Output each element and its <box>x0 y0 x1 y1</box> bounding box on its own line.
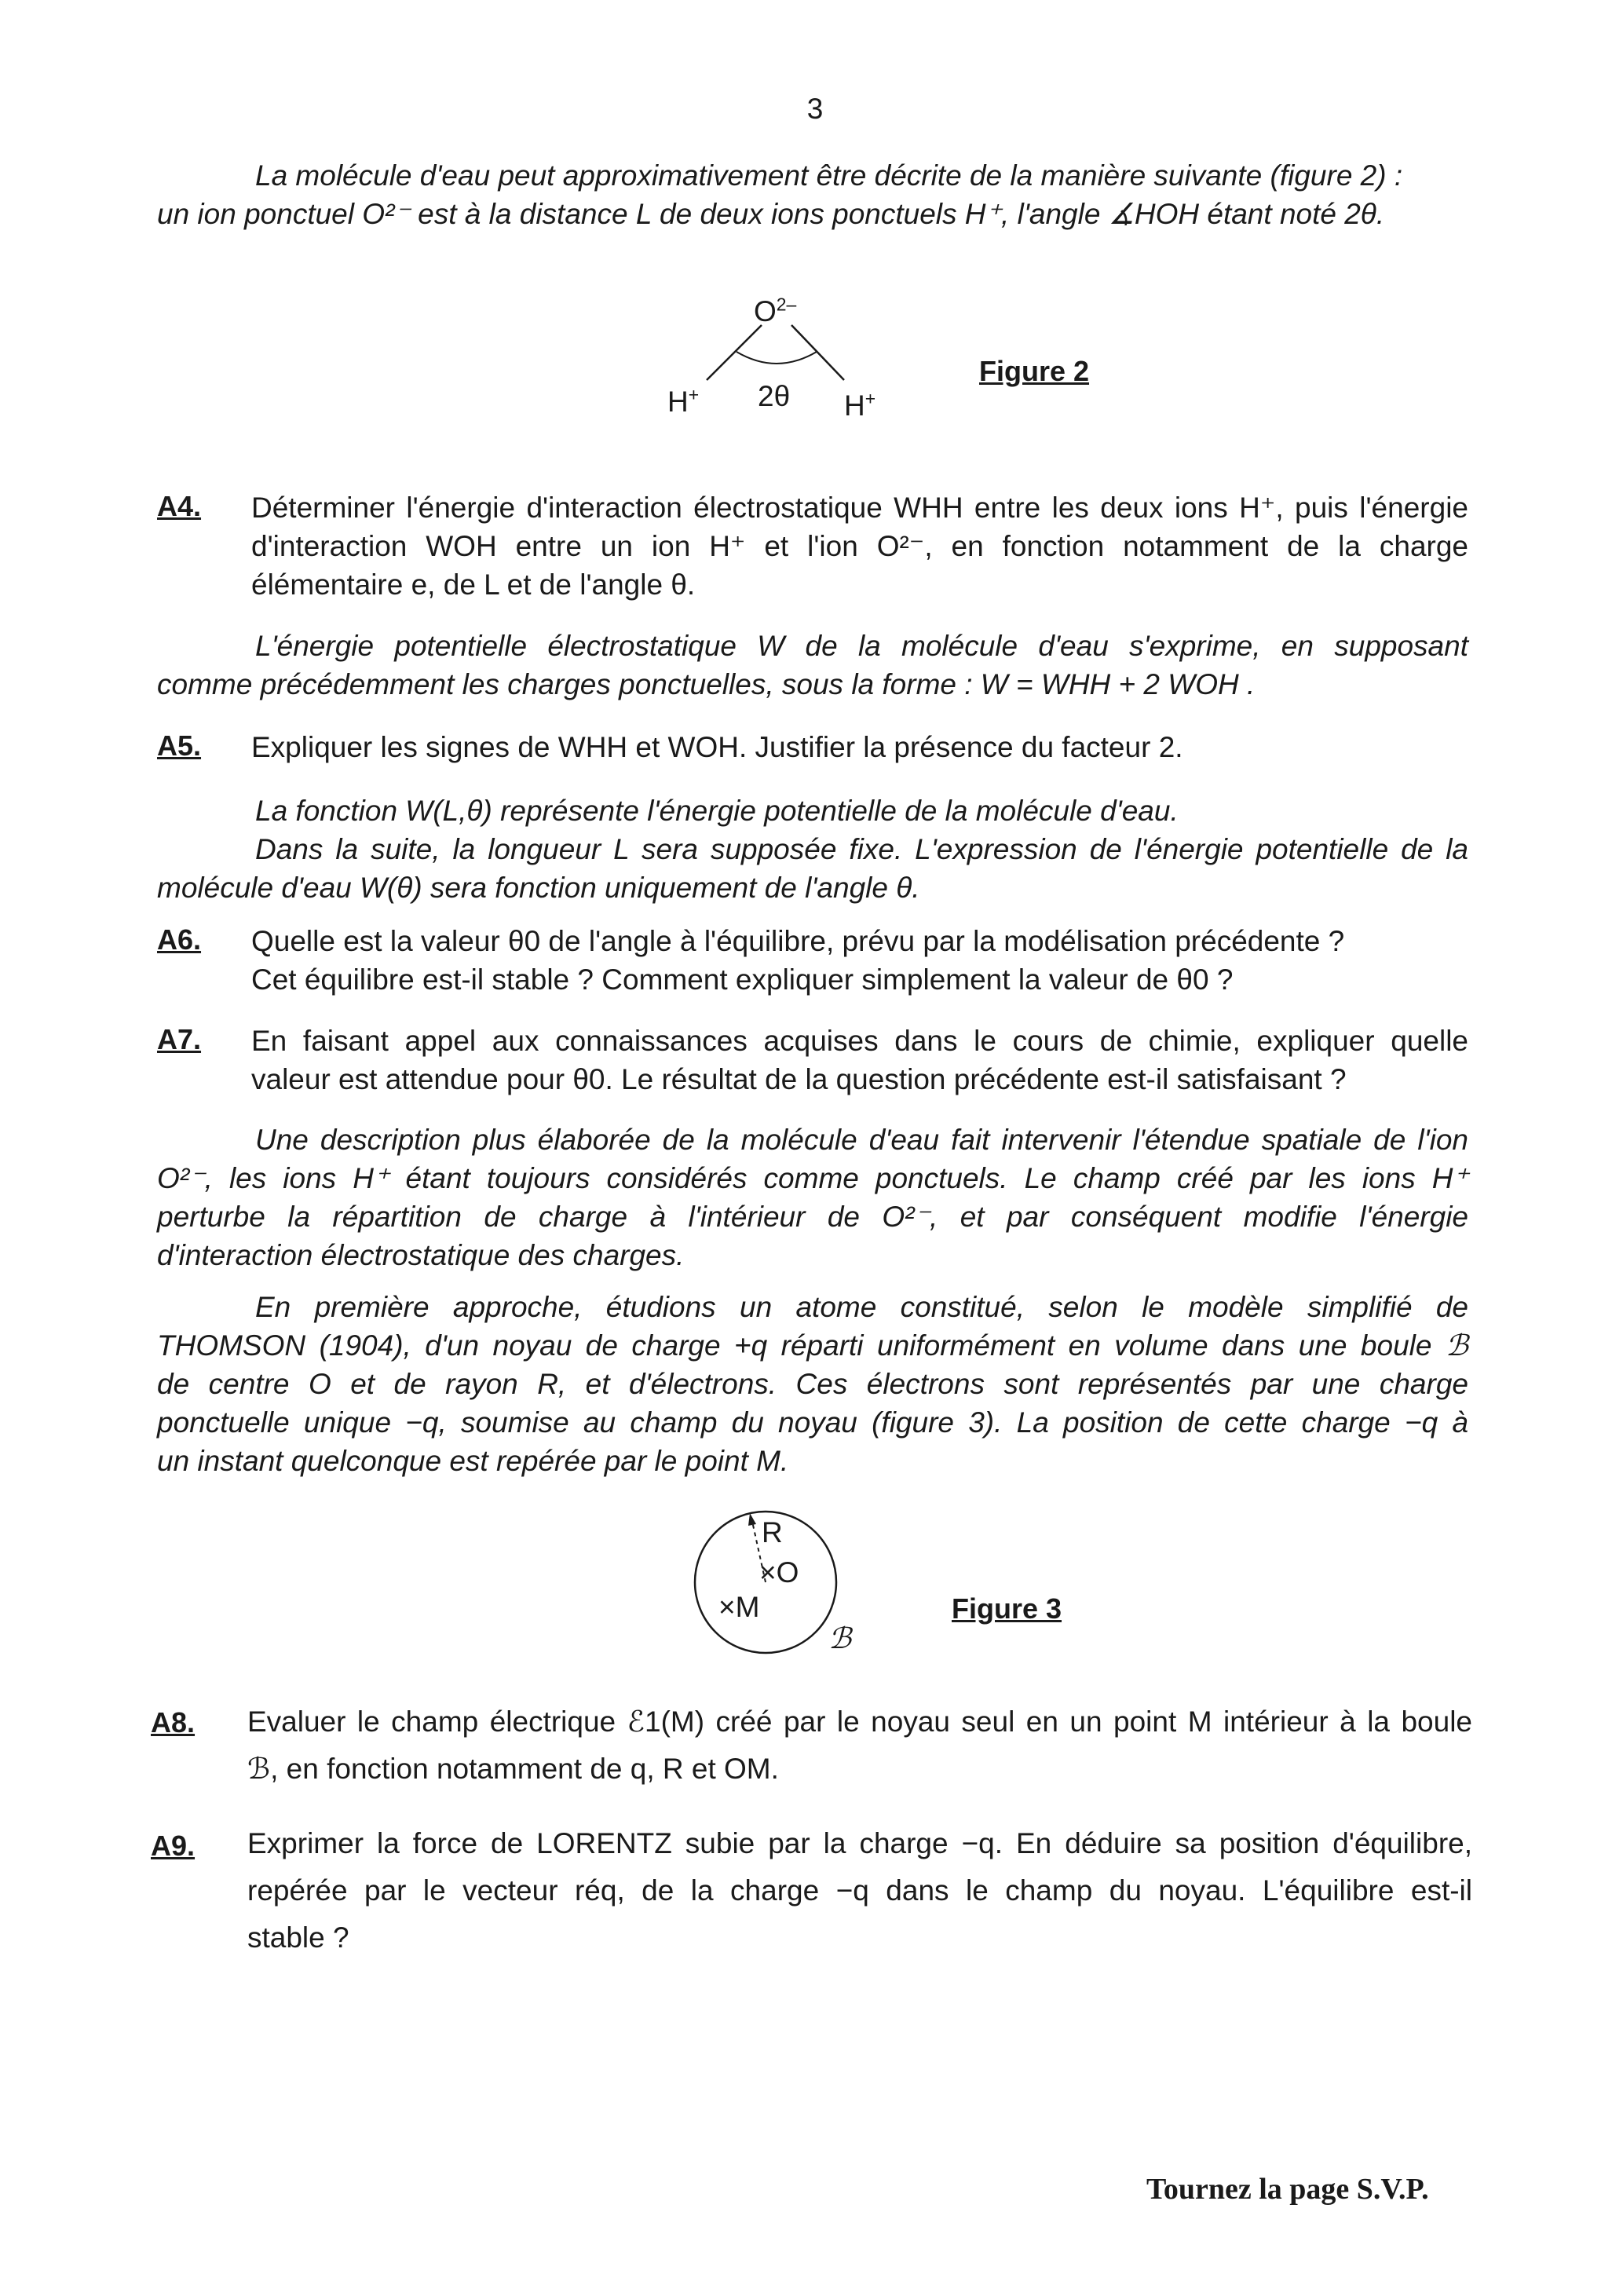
a4-line1: Déterminer l'énergie d'interaction électrostatique WHH entre les deux ions H⁺, puis l'énergie <box>251 492 1468 524</box>
thomson-line3: de centre O et de rayon R, et d'électrons. Ces électrons sont représentés par une charge <box>157 1368 1468 1400</box>
center-label: ×O <box>759 1556 799 1589</box>
figure2-label: Figure 2 <box>979 355 1090 387</box>
a9-line3: stable ? <box>247 1921 349 1954</box>
thomson-paragraph <box>157 1288 1468 1480</box>
energy-paragraph <box>157 627 1468 704</box>
a7-line2: valeur est attendue pour θ0. Le résultat de la question précédente est-il satisfaisant ? <box>251 1063 1347 1095</box>
a6-line1: Quelle est la valeur θ0 de l'angle à l'équilibre, prévu par la modélisation précédente ? <box>251 925 1345 957</box>
intro-line1: La molécule d'eau peut approximativement être décrite de la manière suivante (figure 2) : <box>255 159 1403 192</box>
a7-line1: En faisant appel aux connaissances acquises dans le cours de chimie, expliquer quelle <box>251 1025 1468 1057</box>
bond-right <box>791 325 844 380</box>
question-a4-label: A4. <box>157 490 202 522</box>
hydrogen-atom-left: H+ <box>667 384 700 418</box>
description-line4: d'interaction électrostatique des charges. <box>157 1239 685 1271</box>
description-paragraph <box>157 1121 1468 1274</box>
oxygen-atom: $O^{2-}$ <box>754 294 797 327</box>
angle-label: 2θ <box>758 380 791 412</box>
energy-line2: comme précédemment les charges ponctuelles, sous la forme : W = WHH + 2 WOH . <box>157 668 1256 700</box>
a4-line3: élémentaire e, de L et de l'angle θ. <box>251 569 696 601</box>
intro-paragraph <box>157 156 1468 233</box>
thomson-line5: un instant quelconque est repérée par le point M. <box>157 1445 789 1477</box>
thomson-line1: En première approche, étudions un atome constitué, selon le modèle simplifié de <box>255 1291 1468 1323</box>
point-m-label: ×M <box>718 1591 760 1623</box>
page-footer: Tournez la page S.V.P. <box>1146 2173 1429 2206</box>
question-a5-label: A5. <box>157 729 202 762</box>
hydrogen-atom-right: H+ <box>844 388 876 422</box>
question-a8-label: A8. <box>151 1706 196 1738</box>
description-line2: O²⁻, les ions H⁺ étant toujours considérés comme ponctuels. Le champ créé par les ions H⁺ <box>157 1162 1468 1194</box>
description-line1: Une description plus élaborée de la molécule d'eau fait intervenir l'étendue spatiale de l'ion <box>255 1124 1468 1156</box>
a6-line2: Cet équilibre est-il stable ? Comment expliquer simplement la valeur de θ0 ? <box>251 963 1234 996</box>
a4-line2: d'interaction WOH entre un ion H⁺ et l'ion O²⁻, en fonction notamment de la charge <box>251 530 1468 562</box>
question-a7-text <box>251 1022 1468 1099</box>
a8-line2: ℬ, en fonction notamment de q, R et OM. <box>247 1753 779 1785</box>
question-a4-text <box>251 488 1468 604</box>
intro-line2: un ion ponctuel O²⁻ est à la distance L de deux ions ponctuels H⁺, l'angle ∡HOH étant noté 2θ. <box>157 198 1385 230</box>
radius-arrowhead <box>748 1513 756 1526</box>
energy-line1: L'énergie potentielle électrostatique W de la molécule d'eau s'exprime, en supposant <box>255 630 1468 662</box>
question-a6-text <box>251 922 1468 999</box>
a9-line1: Exprimer la force de LORENTZ subie par la charge −q. En déduire sa position d'équilibre, <box>247 1827 1472 1859</box>
angle-arc <box>737 352 817 364</box>
question-a5-text: Expliquer les signes de WHH et WOH. Justifier la présence du facteur 2. <box>251 731 1183 763</box>
a8-line1: Evaluer le champ électrique ℰ1(M) créé par le noyau seul en un point M intérieur à la boule <box>247 1706 1472 1738</box>
function-line1: La fonction W(L,θ) représente l'énergie potentielle de la molécule d'eau. <box>255 795 1179 827</box>
figure3-label: Figure 3 <box>952 1592 1062 1625</box>
thomson-line2: THOMSON (1904), d'un noyau de charge +q réparti uniformément en volume dans une boule ℬ <box>157 1329 1468 1362</box>
question-a9-text <box>247 1820 1472 1961</box>
question-a7-label: A7. <box>157 1023 202 1055</box>
question-a6-label: A6. <box>157 923 202 956</box>
question-a9-label: A9. <box>151 1830 196 1862</box>
a9-line2: repérée par le vecteur réq, de la charge −q dans le champ du noyau. L'équilibre est-il <box>247 1874 1472 1907</box>
radius-label: R <box>762 1516 783 1548</box>
function-line3: molécule d'eau W(θ) sera fonction uniquement de l'angle θ. <box>157 872 920 904</box>
thomson-line4: ponctuelle unique −q, soumise au champ du noyau (figure 3). La position de cette charge −q à <box>157 1406 1468 1439</box>
page-number: 3 <box>806 93 824 125</box>
function-line2: Dans la suite, la longueur L sera supposée fixe. L'expression de l'énergie potentielle de la <box>255 833 1468 865</box>
ball-label: ℬ <box>828 1621 852 1655</box>
question-a8-text <box>247 1698 1472 1793</box>
bond-left <box>707 325 762 380</box>
function-paragraph <box>157 792 1468 907</box>
description-line3: perturbe la répartition de charge à l'intérieur de O²⁻, et par conséquent modifie l'énergie <box>157 1201 1468 1233</box>
